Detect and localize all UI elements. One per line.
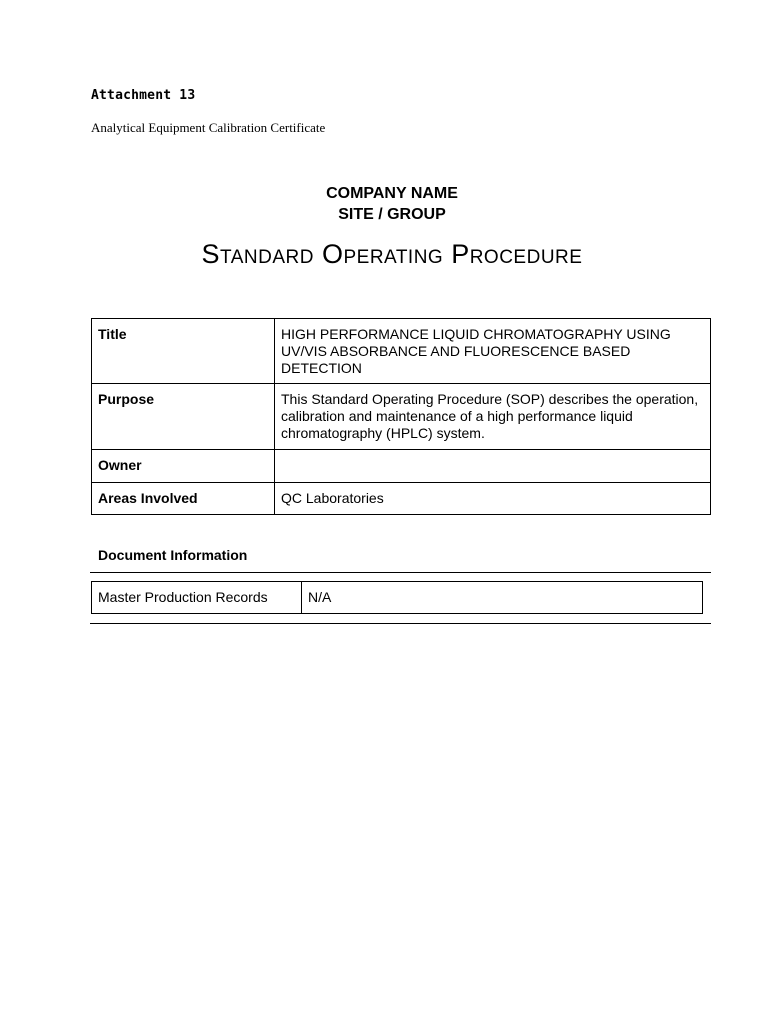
table-row — [92, 384, 711, 450]
table-row — [92, 582, 703, 614]
row-label-purpose: Purpose — [92, 384, 275, 450]
row-value-title: HIGH PERFORMANCE LIQUID CHROMATOGRAPHY USING UV/VIS ABSORBANCE AND FLUORESCENCE BASED DETECTION — [275, 319, 711, 384]
table-row — [92, 450, 711, 483]
sop-info-table — [91, 318, 711, 515]
certificate-title: Analytical Equipment Calibration Certificate — [91, 120, 326, 135]
row-label-areas: Areas Involved — [92, 483, 275, 515]
company-name: COMPANY NAME — [326, 185, 458, 202]
row-label-master-records: Master Production Records — [92, 582, 302, 614]
document-information-heading: Document Information — [98, 547, 248, 563]
document-title: Standard Operating Procedure — [201, 239, 583, 269]
row-value-purpose: This Standard Operating Procedure (SOP) describes the operation, calibration and maintenance of a high performance liquid chromatography (HPLC) system. — [275, 384, 711, 450]
site-group: SITE / GROUP — [338, 206, 446, 223]
row-label-owner: Owner — [92, 450, 275, 483]
row-label-title: Title — [92, 319, 275, 384]
table-row — [92, 483, 711, 515]
row-value-areas: QC Laboratories — [275, 483, 711, 515]
row-value-owner — [275, 450, 711, 483]
document-info-table — [91, 581, 703, 614]
row-value-master-records: N/A — [302, 582, 703, 614]
divider — [90, 572, 711, 573]
attachment-label: Attachment 13 — [91, 88, 196, 103]
divider — [90, 623, 711, 624]
table-row — [92, 319, 711, 384]
